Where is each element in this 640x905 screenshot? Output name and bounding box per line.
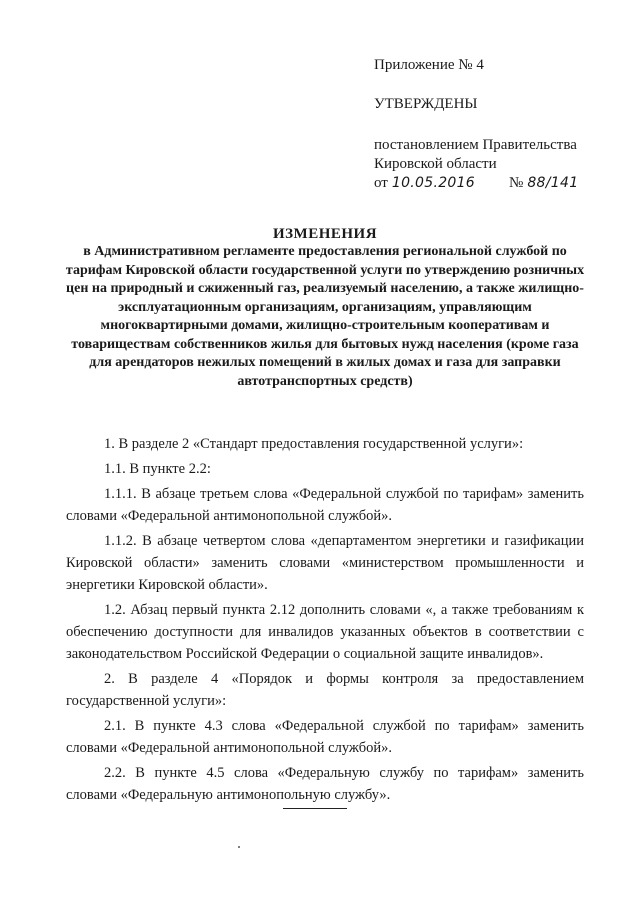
document-subtitle: в Административном регламенте предоставления региональной службой по тарифам Кировской области государственной услуги по утверждению розничных цен на природный и сжиженный газ, реализуемый населению, а также жилищно-эксплуатационным организациям, организациям, управляющим многоквартирными домами, жилищно-строительным кооперативам и товариществам собственников жилья для бытовых нужд населения (кроме газа для арендаторов нежилых помещений в жилых домах и газа для заправки автотранспортных средств) (65, 244, 585, 389)
number-prefix: № (509, 175, 524, 191)
paragraph-1-1-2: 1.1.2. В абзаце четвертом слова «департаментом энергетики и газификации Кировской области» заменить словами «министерством промышленности и энергетики Кировской области». (66, 533, 584, 593)
paragraph-1-2: 1.2. Абзац первый пункта 2.12 дополнить словами «, а также требованиям к обеспечению доступности для инвалидов указанных объектов в соответствии с законодательством Российской Федерации о социальной защите инвалидов». (66, 602, 584, 662)
paragraph-2-2: 2.2. В пункте 4.5 слова «Федеральную службу по тарифам» заменить словами «Федеральную антимонопольную службу». (66, 765, 584, 803)
appendix-label: Приложение № 4 (374, 57, 484, 73)
paragraph-2-1: 2.1. В пункте 4.3 слова «Федеральной службой по тарифам» заменить словами «Федеральной антимонопольной службой». (66, 718, 584, 756)
document-heading: ИЗМЕНЕНИЯ (272, 226, 378, 242)
scan-speck (238, 846, 240, 848)
resolution-line-2: Кировской области (374, 156, 497, 172)
approval-block (374, 56, 614, 193)
paragraph-1-1-1: 1.1.1. В абзаце третьем слова «Федеральной службой по тарифам» заменить словами «Федеральной антимонопольной службой». (66, 486, 584, 524)
paragraph-1: 1. В разделе 2 «Стандарт предоставления государственной услуги»: (104, 436, 524, 452)
end-divider (283, 808, 347, 809)
paragraph-2: 2. В разделе 4 «Порядок и формы контроля за предоставлением государственной услуги»: (66, 671, 584, 709)
date-prefix: от (374, 175, 388, 191)
handwritten-date: 10.05.2016 (391, 175, 476, 191)
approved-label: УТВЕРЖДЕНЫ (374, 96, 478, 112)
document-body (66, 433, 584, 806)
document-title-block (60, 225, 590, 391)
date-number-line (374, 174, 614, 193)
handwritten-number: 88/141 (527, 175, 579, 191)
paragraph-1-1: 1.1. В пункте 2.2: (104, 461, 211, 477)
resolution-line-1: постановлением Правительства (374, 137, 577, 153)
